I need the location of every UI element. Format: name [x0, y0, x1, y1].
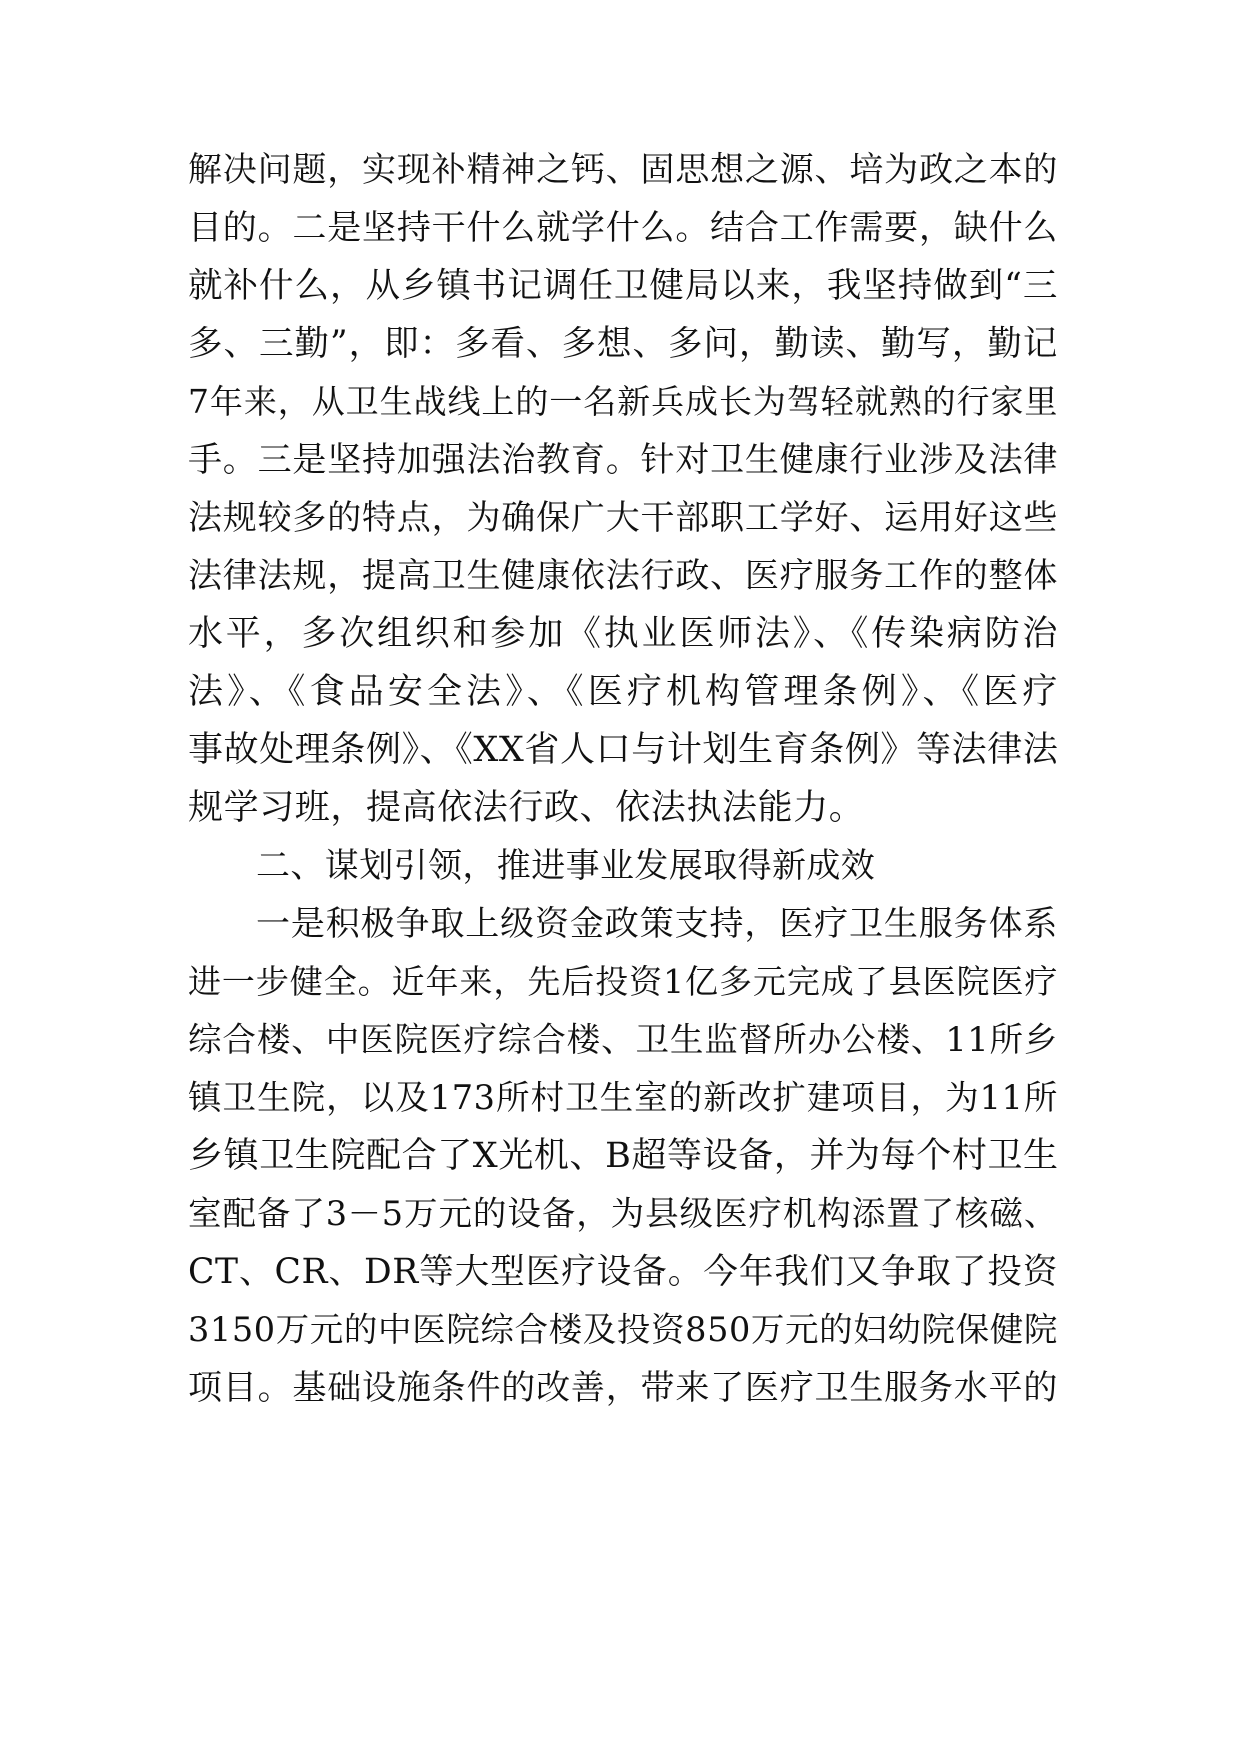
body-text-line: 目的。二是坚持干什么就学什么。结合工作需要，缺什么 — [188, 208, 1058, 248]
body-text-line: 乡镇卫生院配合了X光机、B超等设备，并为每个村卫生 — [188, 1136, 1059, 1176]
body-text-line: 水平，多次组织和参加《执业医师法》、《传染病防治 — [188, 614, 1058, 654]
body-text-line: 解决问题，实现补精神之钙、固思想之源、培为政之本的 — [188, 150, 1058, 190]
body-text-line: 法》、《食品安全法》、《医疗机构管理条例》、《医疗 — [188, 672, 1058, 712]
body-text-line: 多、三勤”，即：多看、多想、多问，勤读、勤写，勤记 — [188, 324, 1058, 364]
section-heading: 二、谋划引领，推进事业发展取得新成效 — [256, 846, 876, 886]
body-text-line: 综合楼、中医院医疗综合楼、卫生监督所办公楼、11所乡 — [188, 1020, 1058, 1059]
body-text-line: 法规较多的特点，为确保广大干部职工学好、运用好这些 — [188, 498, 1058, 538]
body-text-line: 项目。基础设施条件的改善，带来了医疗卫生服务水平的 — [188, 1368, 1058, 1408]
body-text-line: CT、CR、DR等大型医疗设备。今年我们又争取了投资 — [188, 1252, 1058, 1292]
body-text-line: 进一步健全。近年来，先后投资1亿多元完成了县医院医疗 — [188, 962, 1058, 1001]
body-text-line: 一是积极争取上级资金政策支持，医疗卫生服务体系 — [256, 904, 1058, 944]
body-text-line: 事故处理条例》、《XX省人口与计划生育条例》等法律法 — [188, 730, 1059, 770]
body-text-line: 室配备了3－5万元的设备，为县级医疗机构添置了核磁、 — [188, 1194, 1058, 1233]
body-text-line: 规学习班，提高依法行政、依法执法能力。 — [188, 788, 865, 828]
body-text-line: 3150万元的中医院综合楼及投资850万元的妇幼院保健院 — [188, 1310, 1058, 1349]
body-text-line: 手。三是坚持加强法治教育。针对卫生健康行业涉及法律 — [188, 440, 1058, 480]
body-text-line: 就补什么，从乡镇书记调任卫健局以来，我坚持做到“三 — [188, 266, 1058, 306]
body-text-line: 镇卫生院，以及173所村卫生室的新改扩建项目，为11所 — [188, 1078, 1058, 1117]
body-text-line: 法律法规，提高卫生健康依法行政、医疗服务工作的整体 — [188, 556, 1058, 596]
body-text-line: 7年来，从卫生战线上的一名新兵成长为驾轻就熟的行家里 — [188, 382, 1058, 421]
